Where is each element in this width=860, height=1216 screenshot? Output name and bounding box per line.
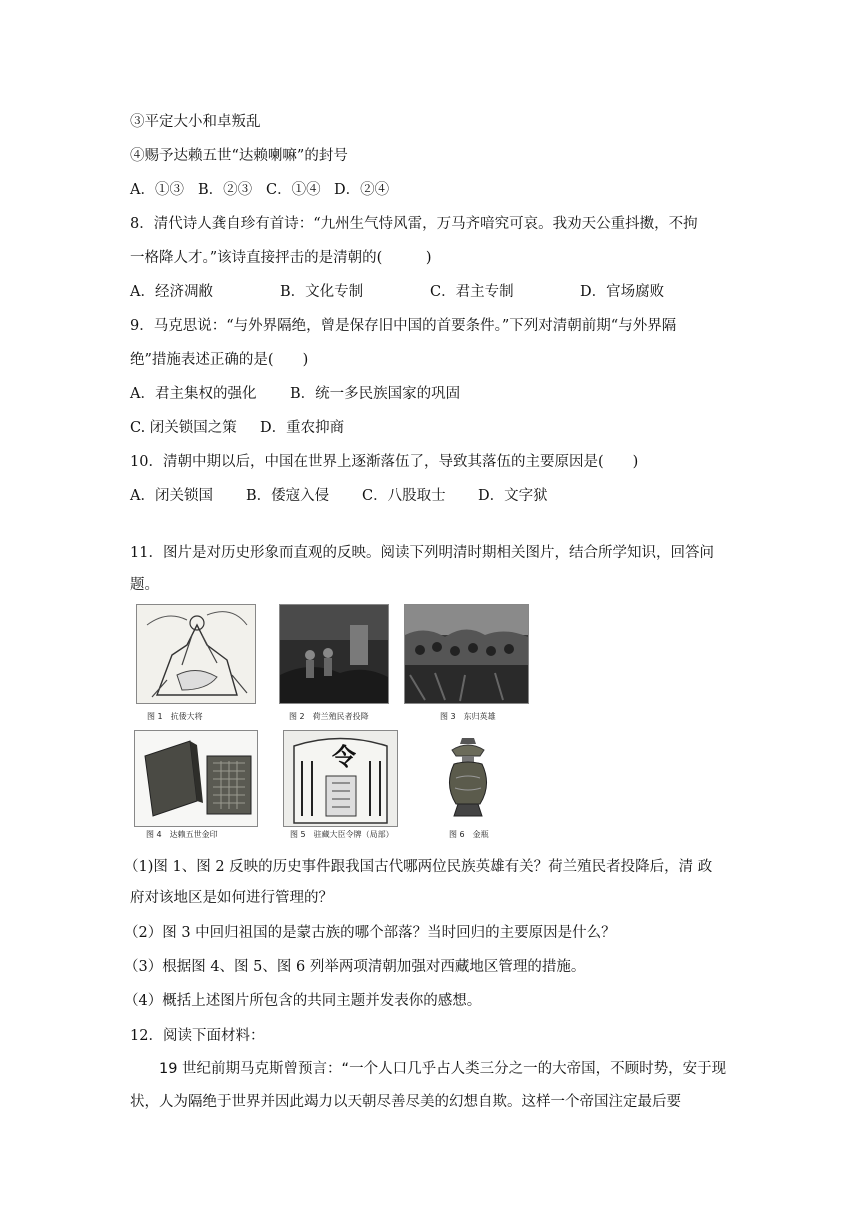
q9-stem-line2: 绝”措施表述正确的是( ) bbox=[130, 352, 309, 368]
choice-a: A．君主集权的强化 bbox=[130, 386, 257, 402]
q11-sub4: （4）概括上述图片所包含的共同主题并发表你的感想。 bbox=[124, 993, 482, 1009]
figure-2-image bbox=[279, 604, 389, 704]
choice-c: C．君主专制 bbox=[430, 284, 514, 300]
choice-c: C．①④ bbox=[266, 182, 321, 198]
choice-a: A．经济凋敝 bbox=[130, 284, 213, 300]
q12-material-paragraph: 19 世纪前期马克斯曾预言：“一个人口几乎占人类三分之一的大帝国，不顾时势，安于现状，人为隔绝于世界并因此竭力以天朝尽善尽美的幻想自欺。这样一个帝国注定最后要 bbox=[130, 1061, 727, 1110]
figure-6-caption: 图 6 金瓶 bbox=[449, 830, 489, 839]
choice-d: D．官场腐败 bbox=[580, 284, 665, 300]
q11-sub1-line1: （1)图 1、图 2 反映的历史事件跟我国古代哪两位民族英雄有关？荷兰殖民者投降后，清 政 bbox=[124, 859, 713, 875]
q11-sub1-line2: 府对该地区是如何进行管理的？ bbox=[130, 890, 333, 906]
figure-2-caption: 图 2 荷兰殖民者投降 bbox=[289, 712, 369, 721]
figure-6-image bbox=[440, 730, 496, 825]
q12-stem: 12．阅读下面材料： bbox=[130, 1028, 265, 1044]
figure-3-caption: 图 3 东归英雄 bbox=[440, 712, 496, 721]
figure-4-image bbox=[134, 730, 258, 827]
choice-d: D．②④ bbox=[334, 182, 390, 198]
figure-3-image bbox=[404, 604, 529, 704]
choice-b: B．统一多民族国家的巩固 bbox=[290, 386, 461, 402]
q11-stem-line2: 题。 bbox=[130, 577, 159, 593]
q8-stem-line1: 8．清代诗人龚自珍有首诗：“九州生气恃风雷，万马齐喑究可哀。我劝天公重抖擞，不拘 bbox=[130, 216, 698, 232]
q9-choices-row1 bbox=[130, 384, 460, 404]
q7-option-3: ③平定大小和卓叛乱 bbox=[130, 114, 261, 130]
q8-stem-line2: 一格降人才。”该诗直接抨击的是清朝的( ) bbox=[130, 250, 432, 266]
choice-a: A．闭关锁国 bbox=[130, 488, 213, 504]
q10-stem: 10．清朝中期以后，中国在世界上逐渐落伍了，导致其落伍的主要原因是( ) bbox=[130, 454, 639, 470]
figure-5-caption: 图 5 驻藏大臣令牌（局部） bbox=[290, 830, 394, 839]
choice-b: B．②③ bbox=[198, 182, 253, 198]
q10-choices bbox=[130, 486, 548, 506]
choice-a: A．①③ bbox=[130, 182, 184, 198]
q11-stem-line1: 11．图片是对历史形象而直观的反映。阅读下列明清时期相关图片，结合所学知识，回答问 bbox=[130, 545, 714, 561]
figure-4-caption: 图 4 达赖五世金印 bbox=[146, 830, 218, 839]
choice-d: D．文字狱 bbox=[478, 488, 548, 504]
q7-choices bbox=[130, 180, 389, 200]
figure-5-sign-char: 令 bbox=[332, 742, 356, 771]
choice-c: C. 闭关锁国之策 bbox=[130, 420, 237, 436]
choice-b: B．文化专制 bbox=[280, 284, 364, 300]
q8-choices bbox=[130, 282, 664, 302]
figure-1-caption: 图 1 抗倭大将 bbox=[147, 712, 203, 721]
choice-b: B．倭寇入侵 bbox=[246, 488, 330, 504]
q11-sub3: （3）根据图 4、图 5、图 6 列举两项清朝加强对西藏地区管理的措施。 bbox=[124, 959, 586, 975]
q7-option-4: ④赐予达赖五世“达赖喇嘛”的封号 bbox=[130, 148, 348, 164]
q11-sub2: （2）图 3 中回归祖国的是蒙古族的哪个部落？当时回归的主要原因是什么？ bbox=[124, 925, 616, 941]
figure-1-image bbox=[136, 604, 256, 704]
choice-c: C．八股取士 bbox=[362, 488, 446, 504]
choice-d: D．重农抑商 bbox=[260, 420, 345, 436]
figure-5-image bbox=[283, 730, 398, 827]
q9-choices-row2 bbox=[130, 418, 344, 438]
q9-stem-line1: 9．马克思说：“与外界隔绝，曾是保存旧中国的首要条件。”下列对清朝前期“与外界隔 bbox=[130, 318, 677, 334]
